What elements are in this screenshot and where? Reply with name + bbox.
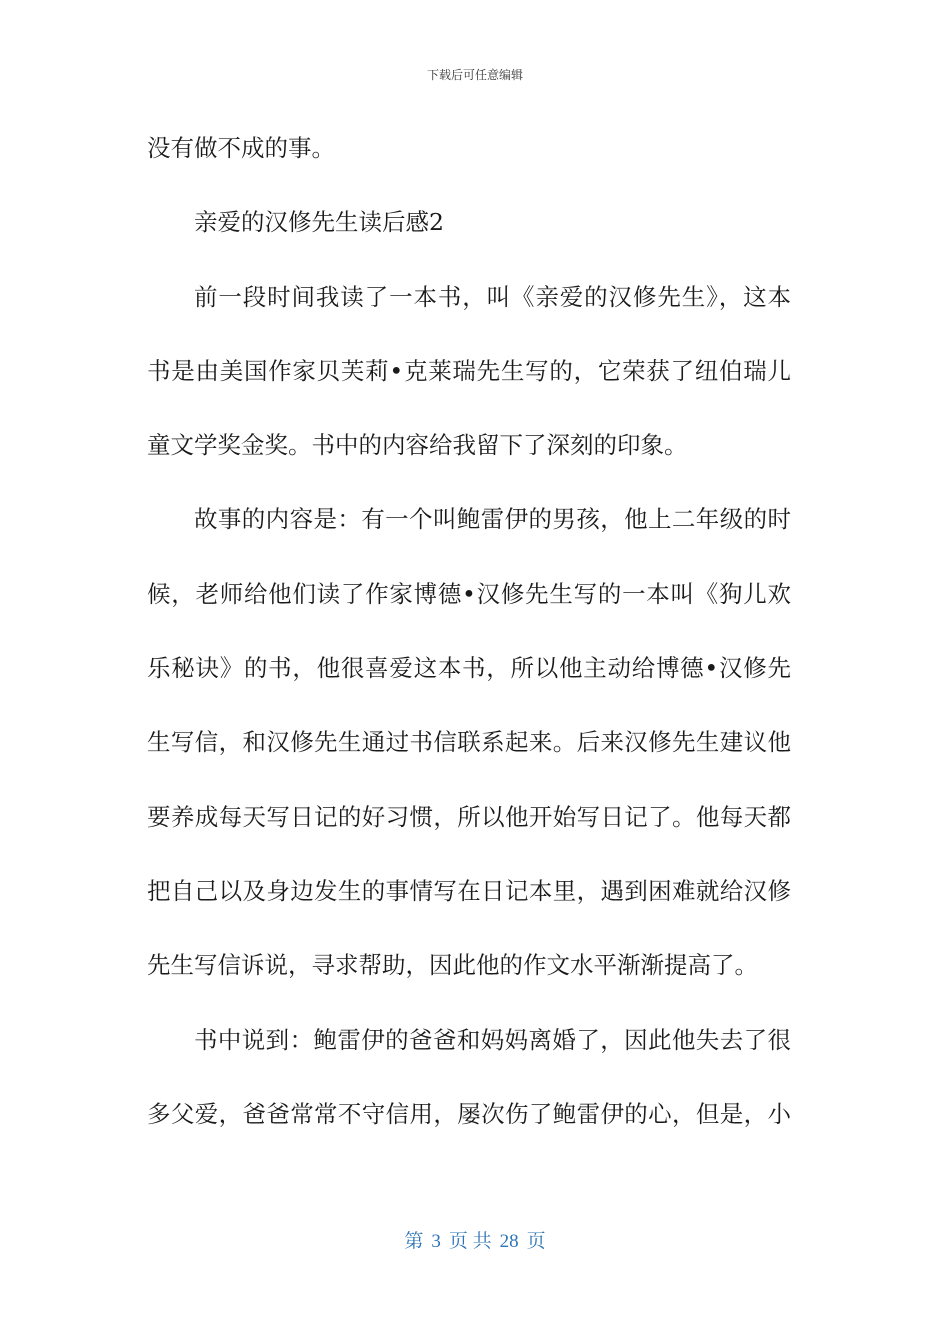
header-note: 下载后可任意编辑 <box>426 68 523 82</box>
paragraph-line: 乐秘诀》的书，他很喜爱这本书，所以他主动给博德•汉修先 <box>147 654 791 683</box>
paragraph-line: 书中说到：鲍雷伊的爸爸和妈妈离婚了，因此他失去了很 <box>194 1025 791 1054</box>
footer-prefix: 第 <box>404 1231 424 1252</box>
paragraph-line: 童文学奖金奖。书中的内容给我留下了深刻的印象。 <box>147 431 688 460</box>
paragraph-line: 先生写信诉说，寻求帮助，因此他的作文水平渐渐提高了。 <box>147 951 758 980</box>
footer-page-number: 3 <box>431 1231 441 1252</box>
footer-total-pages: 28 <box>499 1231 519 1252</box>
document-body <box>147 125 791 1165</box>
paragraph-line: 前一段时间我读了一本书，叫《亲爱的汉修先生》，这本 <box>194 282 791 311</box>
paragraph-line: 生写信，和汉修先生通过书信联系起来。后来汉修先生建议他 <box>147 728 791 757</box>
paragraph-line: 多父爱，爸爸常常不守信用，屡次伤了鲍雷伊的心，但是，小 <box>147 1099 791 1128</box>
footer-suffix: 页 <box>526 1231 546 1252</box>
page-number-footer <box>0 1226 950 1253</box>
footer-middle: 页 共 <box>448 1231 492 1252</box>
section-heading: 亲爱的汉修先生读后感2 <box>194 208 444 237</box>
paragraph-line: 没有做不成的事。 <box>147 134 335 162</box>
paragraph-line: 把自己以及身边发生的事情写在日记本里，遇到困难就给汉修 <box>147 876 791 905</box>
paragraph-line: 要养成每天写日记的好习惯，所以他开始写日记了。他每天都 <box>147 802 791 831</box>
paragraph-line: 候，老师给他们读了作家博德•汉修先生写的一本叫《狗儿欢 <box>147 579 791 608</box>
paragraph-line: 书是由美国作家贝芙莉•克莱瑞先生写的，它荣获了纽伯瑞儿 <box>147 356 791 385</box>
paragraph-line: 故事的内容是：有一个叫鲍雷伊的男孩，他上二年级的时 <box>194 505 791 534</box>
